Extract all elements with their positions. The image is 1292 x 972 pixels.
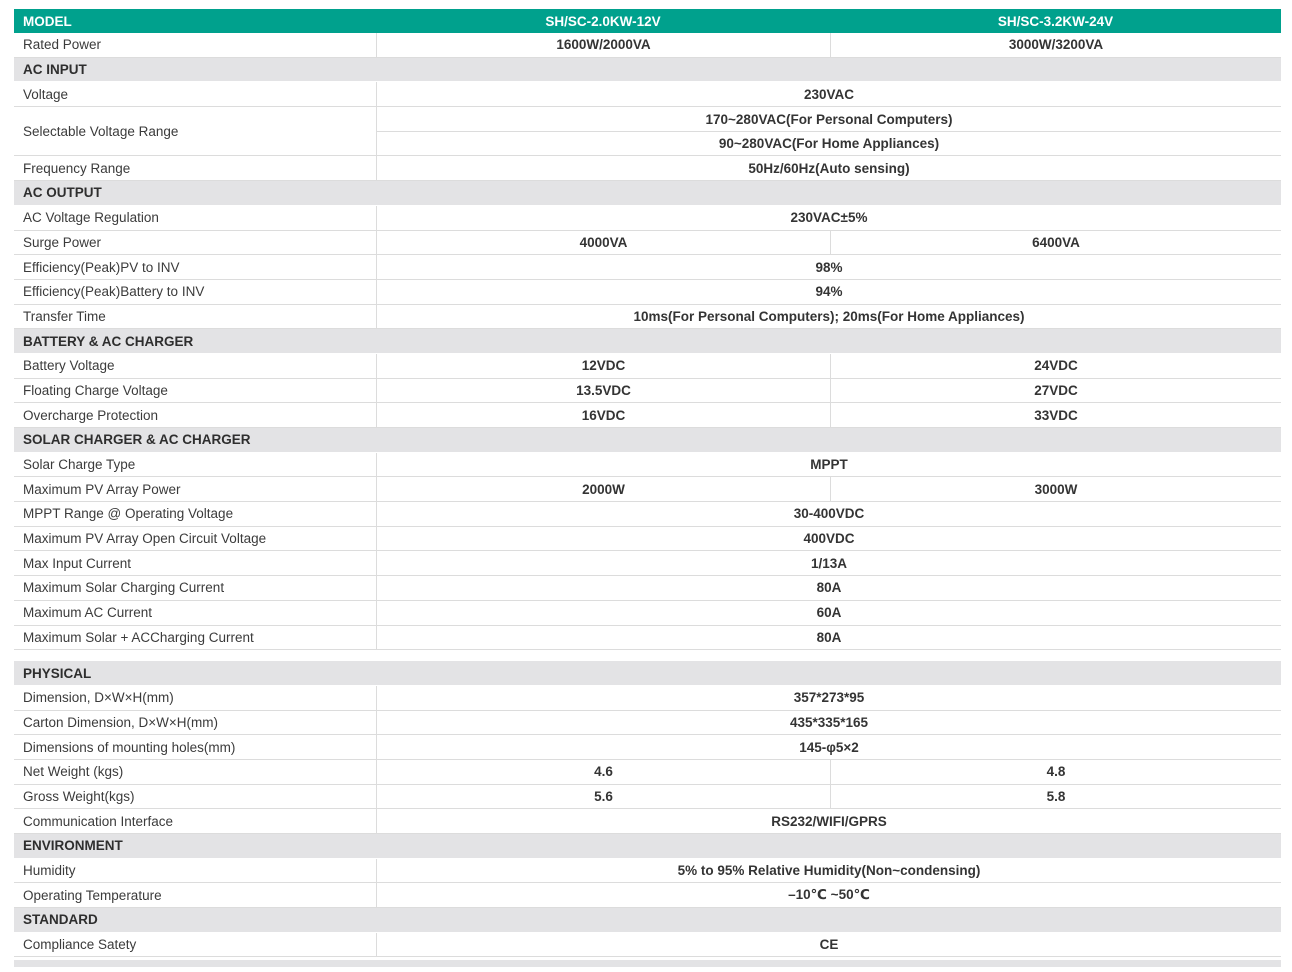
row-value-shared: MPPT (376, 453, 1281, 477)
spec-row-overcharge-protection (14, 403, 1281, 428)
row-value-shared-line-2: 90~280VAC(For Home Appliances) (376, 131, 1281, 155)
spec-row-mppt-range-operating-voltage (14, 502, 1281, 527)
section-title: SOLAR CHARGER & AC CHARGER (23, 432, 251, 448)
row-label: Voltage (23, 86, 69, 102)
spec-row-max-input-current (14, 551, 1281, 576)
row-value-shared-line-1: 170~280VAC(For Personal Computers) (376, 107, 1281, 131)
row-value-shared: 1/13A (376, 551, 1281, 575)
model-column-1: SH/SC-2.0KW-12V (545, 13, 661, 29)
row-label: Gross Weight(kgs) (23, 788, 135, 804)
section-header-ac-input (14, 58, 1281, 83)
row-value-shared: 5% to 95% Relative Humidity(Non~condensing) (376, 859, 1281, 883)
spec-row-maximum-pv-array-open-circuit-voltage (14, 527, 1281, 552)
bottom-section-band (14, 960, 1281, 967)
row-value-shared: 230VAC (376, 82, 1281, 106)
row-value-model-1: 13.5VDC (376, 379, 830, 403)
spec-row-floating-charge-voltage (14, 379, 1281, 404)
row-value-shared: 50Hz/60Hz(Auto sensing) (376, 156, 1281, 180)
section-header-physical (14, 661, 1281, 686)
row-value-model-1: 2000W (376, 477, 830, 501)
row-label: Humidity (23, 863, 76, 879)
spec-row-dimensions-of-mounting-holes-mm (14, 735, 1281, 760)
spec-table-body (14, 33, 1281, 957)
row-value-model-2: 4.8 (830, 760, 1281, 784)
section-title: AC OUTPUT (23, 185, 102, 201)
spec-row-carton-dimension-d-w-h-mm (14, 711, 1281, 736)
section-header-solar-charger-ac-charger (14, 428, 1281, 453)
row-label: Battery Voltage (23, 358, 115, 374)
row-label: Efficiency(Peak)PV to INV (23, 259, 180, 275)
section-title: PHYSICAL (23, 665, 92, 681)
row-label: Selectable Voltage Range (23, 123, 179, 139)
row-label: Solar Charge Type (23, 457, 136, 473)
row-label: Maximum Solar + ACCharging Current (23, 629, 254, 645)
row-value-shared: 435*335*165 (376, 711, 1281, 735)
spec-row-maximum-pv-array-power (14, 477, 1281, 502)
spec-row-maximum-solar-charging-current (14, 576, 1281, 601)
spec-row-rated-power (14, 33, 1281, 58)
row-value-shared: 10ms(For Personal Computers); 20ms(For Home Appliances) (376, 305, 1281, 329)
spec-row-dimension-d-w-h-mm (14, 686, 1281, 711)
row-value-shared: 30-400VDC (376, 502, 1281, 526)
section-title: BATTERY & AC CHARGER (23, 333, 194, 349)
spec-row-battery-voltage (14, 354, 1281, 379)
row-value-model-1: 1600W/2000VA (376, 33, 830, 57)
spec-row-operating-temperature (14, 883, 1281, 908)
spec-row-transfer-time (14, 305, 1281, 330)
row-value-shared: RS232/WIFI/GPRS (376, 809, 1281, 833)
row-label: Communication Interface (23, 813, 174, 829)
row-value-model-1: 5.6 (376, 785, 830, 809)
model-header-row (14, 9, 1281, 33)
row-label: Dimension, D×W×H(mm) (23, 690, 174, 706)
row-value-model-2: 3000W/3200VA (830, 33, 1281, 57)
row-value-model-2: 5.8 (830, 785, 1281, 809)
row-label: Surge Power (23, 234, 102, 250)
row-value-shared: 98% (376, 255, 1281, 279)
section-gap (14, 650, 1281, 661)
row-value-model-1: 4.6 (376, 760, 830, 784)
row-value-shared: 80A (376, 576, 1281, 600)
spec-row-maximum-ac-current (14, 601, 1281, 626)
spec-row-gross-weight-kgs (14, 785, 1281, 810)
row-value-model-2: 3000W (830, 477, 1281, 501)
spec-row-voltage (14, 82, 1281, 107)
row-label: Dimensions of mounting holes(mm) (23, 739, 236, 755)
row-label: AC Voltage Regulation (23, 210, 159, 226)
model-header-label: MODEL (23, 13, 72, 29)
row-value-shared: 357*273*95 (376, 686, 1281, 710)
row-value-shared: 94% (376, 280, 1281, 304)
row-value-shared: 80A (376, 626, 1281, 650)
row-label: Efficiency(Peak)Battery to INV (23, 284, 205, 300)
row-label: Maximum AC Current (23, 605, 153, 621)
row-value-model-2: 24VDC (830, 354, 1281, 378)
section-title: AC INPUT (23, 62, 87, 78)
spec-row-selectable-voltage-range (14, 107, 1281, 156)
section-title: ENVIRONMENT (23, 838, 123, 854)
section-header-environment (14, 834, 1281, 859)
spec-row-communication-interface (14, 809, 1281, 834)
spec-row-humidity (14, 859, 1281, 884)
row-value-shared: 145-φ5×2 (376, 735, 1281, 759)
row-value-model-1: 4000VA (376, 231, 830, 255)
row-label: Frequency Range (23, 160, 131, 176)
spec-row-ac-voltage-regulation (14, 206, 1281, 231)
row-value-model-2: 33VDC (830, 403, 1281, 427)
row-label: Transfer Time (23, 308, 106, 324)
row-value-model-1: 16VDC (376, 403, 830, 427)
spec-row-solar-charge-type (14, 453, 1281, 478)
row-value-shared: 400VDC (376, 527, 1281, 551)
section-header-ac-output (14, 181, 1281, 206)
spec-row-surge-power (14, 231, 1281, 256)
row-label: Maximum PV Array Power (23, 481, 181, 497)
row-value-model-2: 6400VA (830, 231, 1281, 255)
section-header-battery-ac-charger (14, 329, 1281, 354)
row-value-shared: CE (376, 933, 1281, 957)
spec-row-maximum-solar-accharging-current (14, 626, 1281, 651)
row-label: Operating Temperature (23, 887, 162, 903)
row-label: Rated Power (23, 37, 102, 53)
spec-row-efficiency-peak-pv-to-inv (14, 255, 1281, 280)
row-label: Carton Dimension, D×W×H(mm) (23, 714, 219, 730)
model-column-2: SH/SC-3.2KW-24V (997, 13, 1114, 29)
spec-row-efficiency-peak-battery-to-inv (14, 280, 1281, 305)
spec-row-frequency-range (14, 156, 1281, 181)
spec-table (14, 9, 1281, 967)
row-label: Maximum PV Array Open Circuit Voltage (23, 531, 267, 547)
spec-row-compliance-satety (14, 933, 1281, 958)
section-title: STANDARD (23, 912, 98, 928)
row-value-model-2: 27VDC (830, 379, 1281, 403)
section-header-standard (14, 908, 1281, 933)
row-label: Net Weight (kgs) (23, 764, 124, 780)
row-label: MPPT Range @ Operating Voltage (23, 506, 234, 522)
row-label: Maximum Solar Charging Current (23, 580, 225, 596)
row-value-shared: –10℃ ~50℃ (376, 883, 1281, 907)
spec-row-net-weight-kgs (14, 760, 1281, 785)
row-label: Max Input Current (23, 555, 132, 571)
row-label: Overcharge Protection (23, 407, 159, 423)
row-value-shared: 230VAC±5% (376, 206, 1281, 230)
row-label: Floating Charge Voltage (23, 382, 168, 398)
row-label: Compliance Satety (23, 937, 137, 953)
row-value-shared: 60A (376, 601, 1281, 625)
row-value-model-1: 12VDC (376, 354, 830, 378)
